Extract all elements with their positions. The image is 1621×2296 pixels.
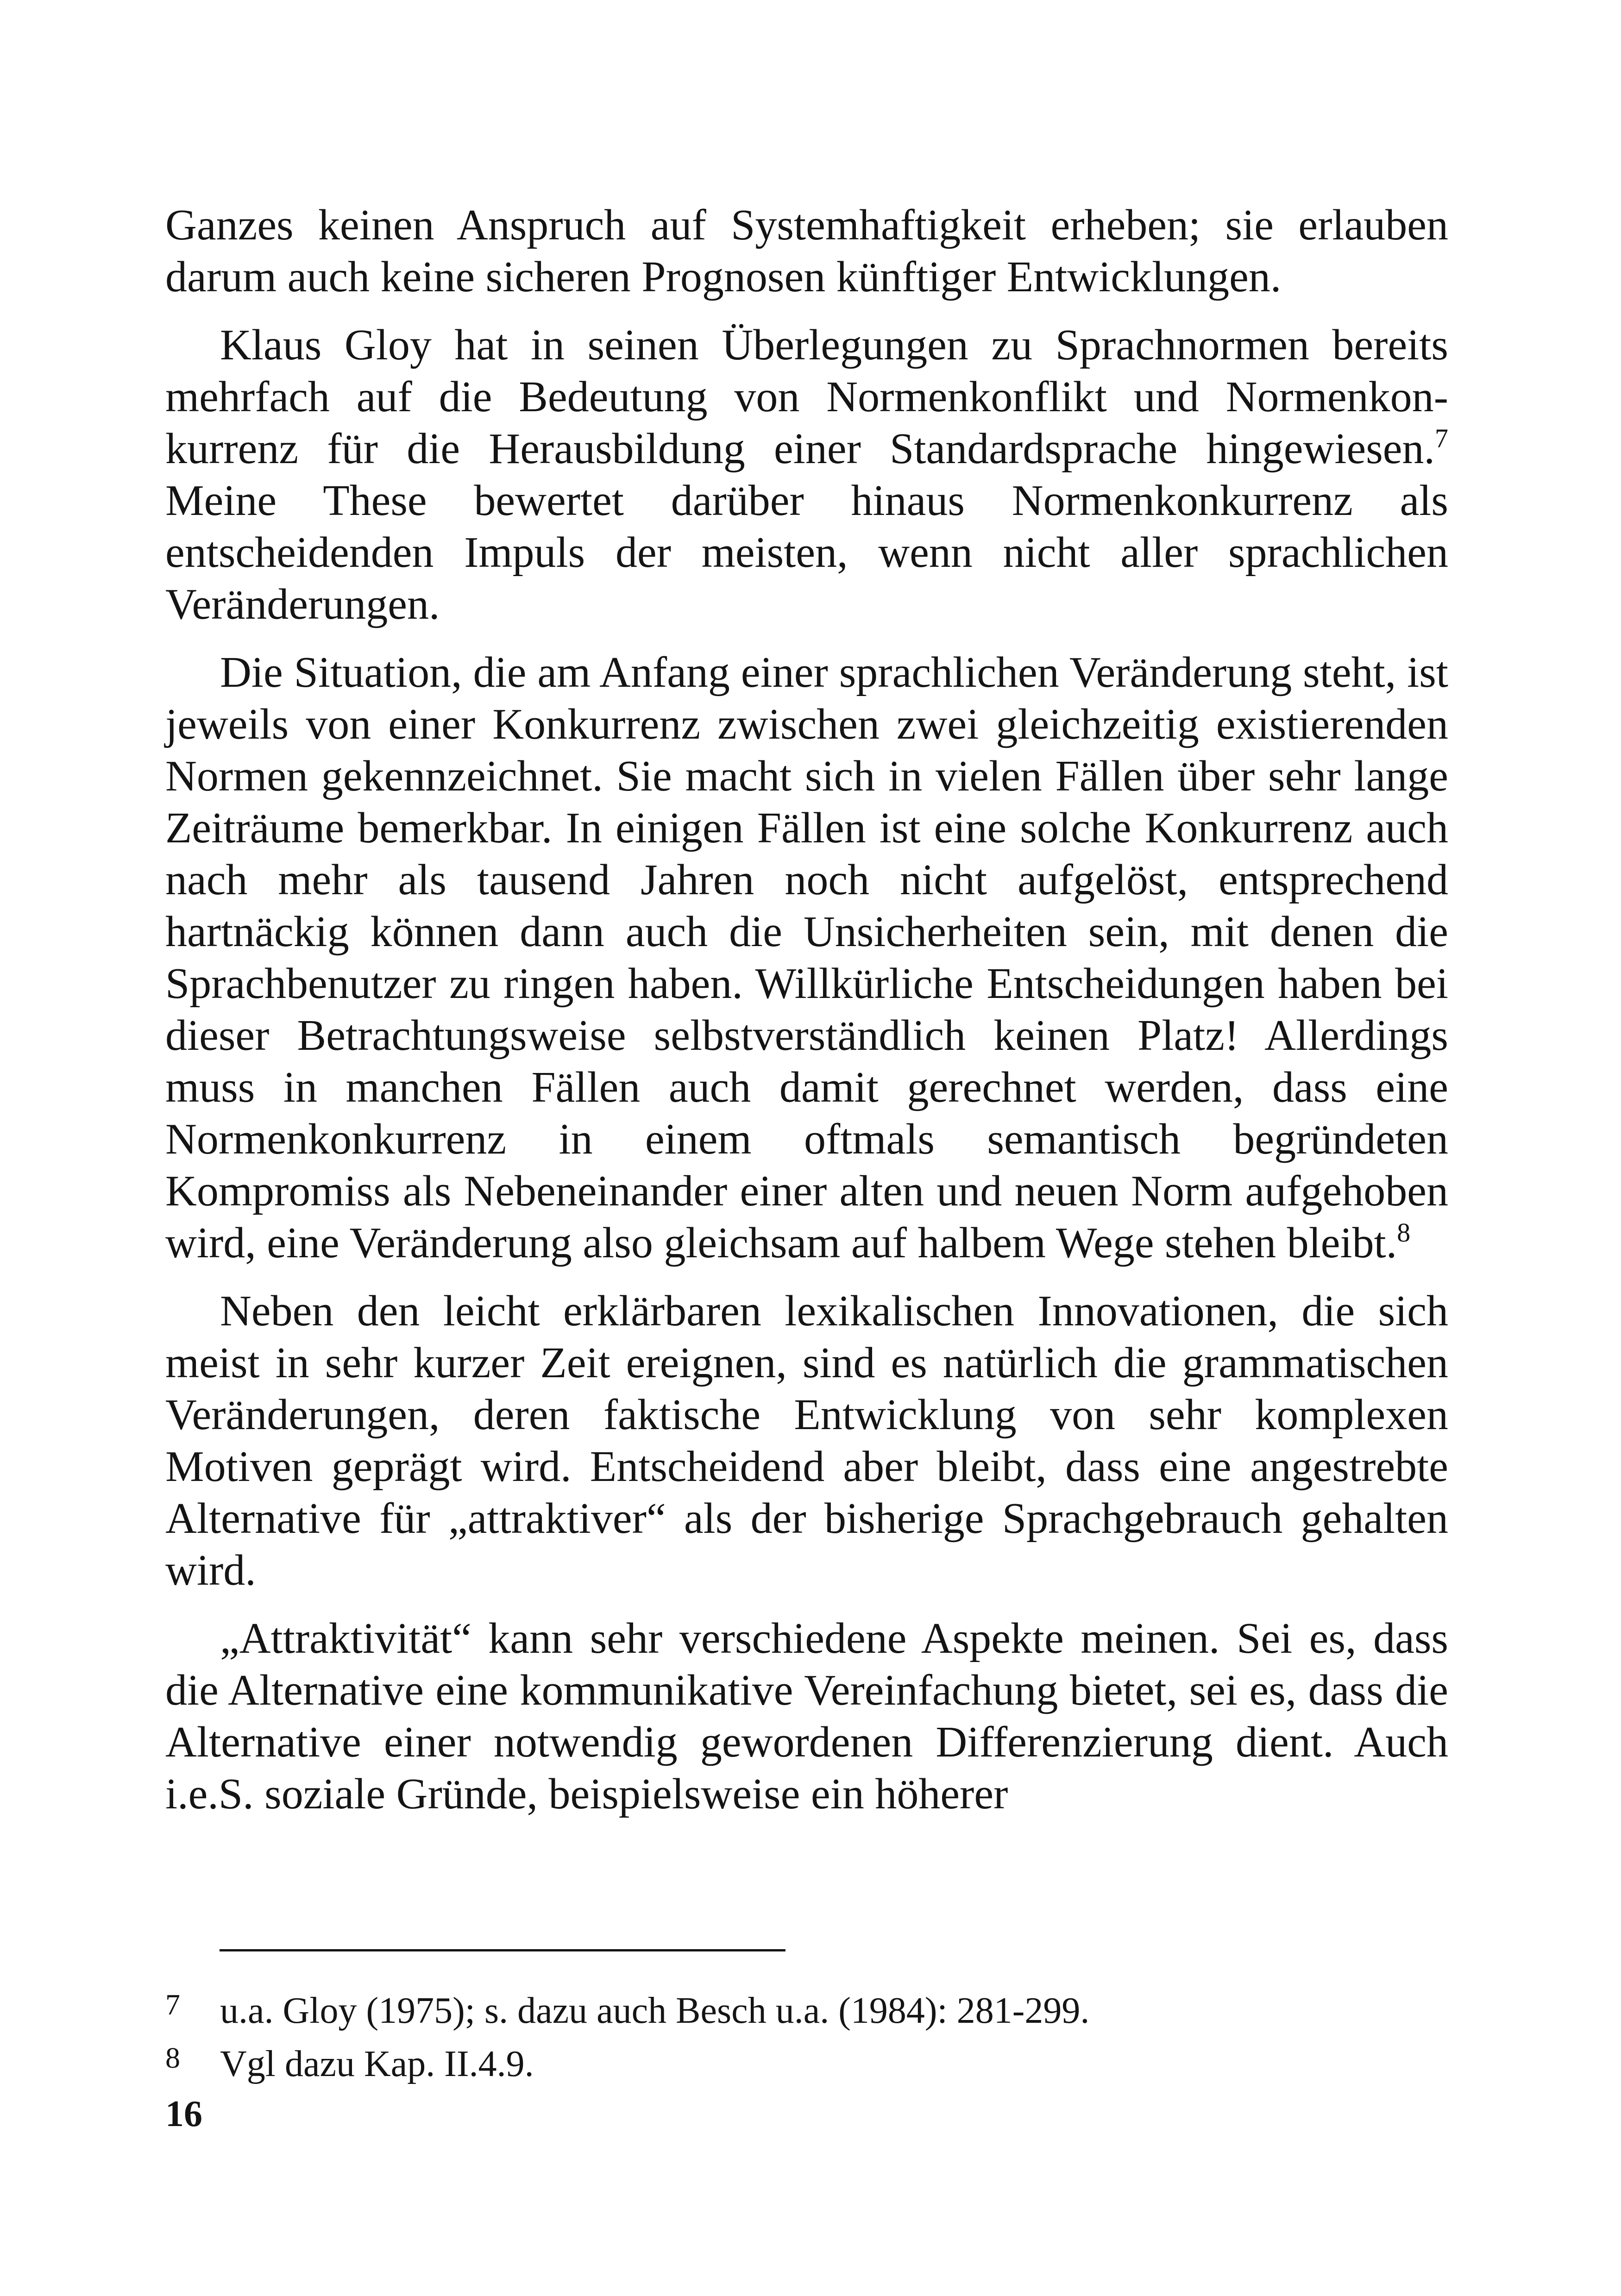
paragraph-3 bbox=[165, 646, 1448, 1269]
paragraph-1 bbox=[165, 199, 1448, 303]
footnote-number: 8 bbox=[165, 2041, 180, 2074]
paragraph-2-text-after: Meine These bewertet darüber hinaus Normenkonkurrenz als entscheidenden Impuls der meisten, wenn nicht aller sprachlichen Veränderungen. bbox=[165, 477, 1448, 628]
page-number: 16 bbox=[165, 2094, 202, 2134]
paragraph-2-text-before: Klaus Gloy hat in seinen Überlegungen zu Sprachnormen bereits mehrfach auf die Bedeutung von Normenkonflikt und Normenkonkurrenz für die Herausbildung einer Standardsprache hingewiesen. bbox=[165, 321, 1448, 473]
paragraph-4-text: Neben den leicht erklärbaren lexikalischen Innovationen, die sich meist in sehr kurzer Zeit ereignen, sind es natürlich die grammatischen Veränderungen, deren faktische Entwicklung von sehr komplexen Motiven geprägt wird. Entscheidend aber bleibt, dass eine angestrebte Alternative für „attraktiver“ als der bisherige Sprachgebrauch gehalten wird. bbox=[165, 1287, 1448, 1594]
paragraph-4 bbox=[165, 1285, 1448, 1596]
paragraph-5 bbox=[165, 1612, 1448, 1820]
footnote-number: 7 bbox=[165, 1988, 180, 2021]
body-text bbox=[165, 199, 1448, 1836]
footnote-text: Vgl dazu Kap. II.4.9. bbox=[220, 2044, 534, 2084]
paragraph-3-text-before: Die Situation, die am Anfang einer sprachlichen Veränderung steht, ist jeweils von einer Konkurrenz zwischen zwei gleichzeitig existierenden Normen gekennzeichnet. Sie macht sich in vielen Fällen über sehr lange Zeiträume bemerkbar. In einigen Fällen ist eine solche Konkurrenz auch nach mehr als tausend Jahren noch nicht aufgelöst, entsprechend hartnäckig können dann auch die Unsicherheiten sein, mit denen die Sprachbenutzer zu ringen haben. Willkürliche Entscheidungen haben bei dieser Betrachtungsweise selbstverständlich keinen Platz! Allerdings muss in manchen Fällen auch damit gerechnet werden, dass eine Normenkonkurrenz in einem oftmals semantisch begründeten Kompromiss als Nebeneinander einer alten und neuen Norm aufgehoben wird, eine Veränderung also gleichsam auf halbem Wege stehen bleibt. bbox=[165, 648, 1448, 1267]
footnote-reference-8[interactable]: 8 bbox=[1397, 1217, 1411, 1248]
footnote-7 bbox=[165, 1984, 1448, 2038]
paragraph-5-text: „Attraktivität“ kann sehr verschiedene Aspekte meinen. Sei es, dass die Alternative eine kommunikative Vereinfachung bietet, sei es, dass die Alternative einer notwendig gewordenen Differenzierung dient. Auch i.e.S. soziale Gründe, beispielsweise ein höherer bbox=[165, 1614, 1448, 1818]
paragraph-2 bbox=[165, 319, 1448, 630]
footnotes-section bbox=[165, 1984, 1448, 2091]
paragraph-1-text: Ganzes keinen Anspruch auf Systemhaftigkeit erheben; sie erlauben darum auch keine sicheren Prognosen künftiger Entwicklungen. bbox=[165, 201, 1448, 301]
footnote-8 bbox=[165, 2038, 1448, 2091]
footnote-text: u.a. Gloy (1975); s. dazu auch Besch u.a. (1984): 281-299. bbox=[220, 1990, 1090, 2031]
footnote-separator-line bbox=[220, 1949, 785, 1951]
footnote-reference-7[interactable]: 7 bbox=[1435, 423, 1448, 453]
